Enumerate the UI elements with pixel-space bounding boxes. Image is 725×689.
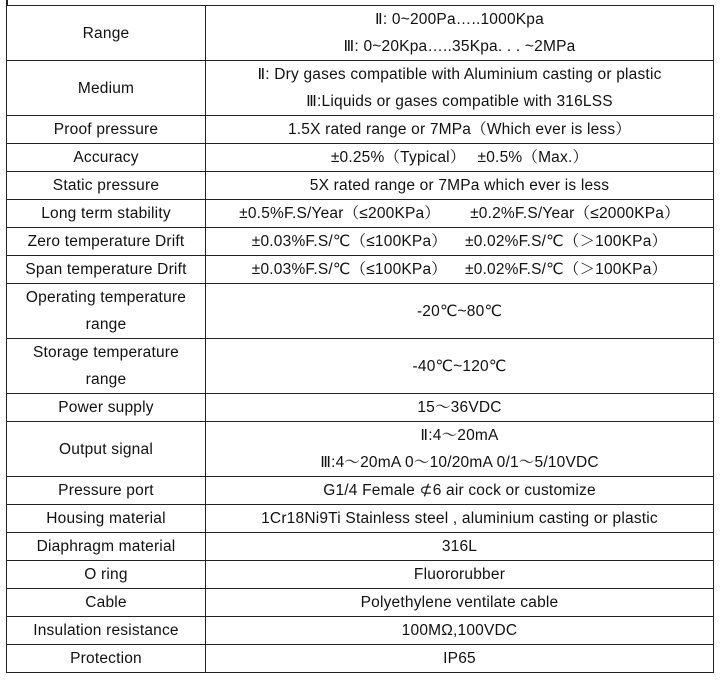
row-value: -40℃~120℃ [206, 339, 714, 394]
label-line: Operating temperature [25, 289, 187, 306]
specification-table [6, 5, 714, 673]
row-label: Insulation resistance [7, 617, 206, 645]
table-row-accuracy [7, 144, 714, 172]
row-label: Span temperature Drift [7, 256, 206, 284]
value-part: ±0.02%F.S/℃（＞100KPa） [465, 261, 668, 278]
row-value: -20℃~80℃ [206, 284, 714, 339]
value-part: ±0.5%F.S/Year（≤200KPa） [239, 205, 441, 222]
row-value: Polyethylene ventilate cable [206, 589, 714, 617]
label-line: Storage temperature [33, 344, 179, 361]
value-line: Ⅲ:Liquids or gases compatible with 316LSS [306, 93, 613, 110]
label-line: range [85, 316, 127, 333]
row-label: Housing material [7, 505, 206, 533]
table-row-proof-pressure [7, 116, 714, 144]
table-row-diaphragm-material [7, 533, 714, 561]
row-label: Proof pressure [7, 116, 206, 144]
table-row-medium [7, 61, 714, 116]
row-label: Zero temperature Drift [7, 228, 206, 256]
value-part: ±0.2%F.S/Year（≤2000KPa） [470, 205, 680, 222]
row-value: 316L [206, 533, 714, 561]
table-row-power-supply [7, 394, 714, 422]
table-row-range [7, 6, 714, 61]
value-part: ±0.03%F.S/℃（≤100KPa） [251, 261, 447, 278]
table-row-operating-temperature [7, 284, 714, 339]
row-label: Pressure port [7, 477, 206, 505]
table-row-housing-material [7, 505, 714, 533]
value-line: Ⅱ: 0~200Pa…..1000Kpa [375, 11, 544, 28]
row-value [206, 61, 714, 116]
value-line: Ⅲ:4～20mA 0～10/20mA 0/1～5/10VDC [320, 454, 599, 471]
table-row-output-signal [7, 422, 714, 477]
row-label: Cable [7, 589, 206, 617]
table-row-long-term-stability [7, 200, 714, 228]
row-value: IP65 [206, 645, 714, 673]
value-line: Ⅱ:4～20mA [420, 427, 499, 444]
row-label: Protection [7, 645, 206, 673]
value-line: Ⅲ: 0~20Kpa…..35Kpa. . . ~2MPa [343, 38, 576, 55]
table-row-static-pressure [7, 172, 714, 200]
row-label: Accuracy [7, 144, 206, 172]
row-value [206, 200, 714, 228]
row-value [206, 256, 714, 284]
row-label [7, 284, 206, 339]
row-value [206, 144, 714, 172]
row-value: G1/4 Female ⊄6 air cock or customize [206, 477, 714, 505]
row-label: Range [7, 6, 206, 61]
row-value: 5X rated range or 7MPa which ever is less [206, 172, 714, 200]
table-row-pressure-port [7, 477, 714, 505]
value-part: ±0.02%F.S/℃（＞100KPa） [465, 233, 668, 250]
table-row-protection [7, 645, 714, 673]
table-row-cable [7, 589, 714, 617]
value-part: ±0.25%（Typical） [330, 149, 466, 166]
row-label: Static pressure [7, 172, 206, 200]
row-value: Fluororubber [206, 561, 714, 589]
row-label: Power supply [7, 394, 206, 422]
table-row-storage-temperature [7, 339, 714, 394]
value-part: ±0.5%（Max.） [477, 149, 589, 166]
row-value: 1.5X rated range or 7MPa（Which ever is less） [206, 116, 714, 144]
row-value: 1Cr18Ni9Ti Stainless steel , aluminium casting or plastic [206, 505, 714, 533]
table-row-o-ring [7, 561, 714, 589]
value-line: Ⅱ: Dry gases compatible with Aluminium casting or plastic [257, 66, 662, 83]
row-label: O ring [7, 561, 206, 589]
row-value: 15～36VDC [206, 394, 714, 422]
row-label: Long term stability [7, 200, 206, 228]
row-value [206, 422, 714, 477]
table-row-span-temperature-drift [7, 256, 714, 284]
row-label: Medium [7, 61, 206, 116]
table-row-zero-temperature-drift [7, 228, 714, 256]
row-value [206, 228, 714, 256]
value-part: ±0.03%F.S/℃（≤100KPa） [251, 233, 447, 250]
row-label: Diaphragm material [7, 533, 206, 561]
label-line: range [85, 371, 127, 388]
row-value: 100MΩ,100VDC [206, 617, 714, 645]
row-value [206, 6, 714, 61]
table-row-insulation-resistance [7, 617, 714, 645]
row-label [7, 339, 206, 394]
row-label: Output signal [7, 422, 206, 477]
